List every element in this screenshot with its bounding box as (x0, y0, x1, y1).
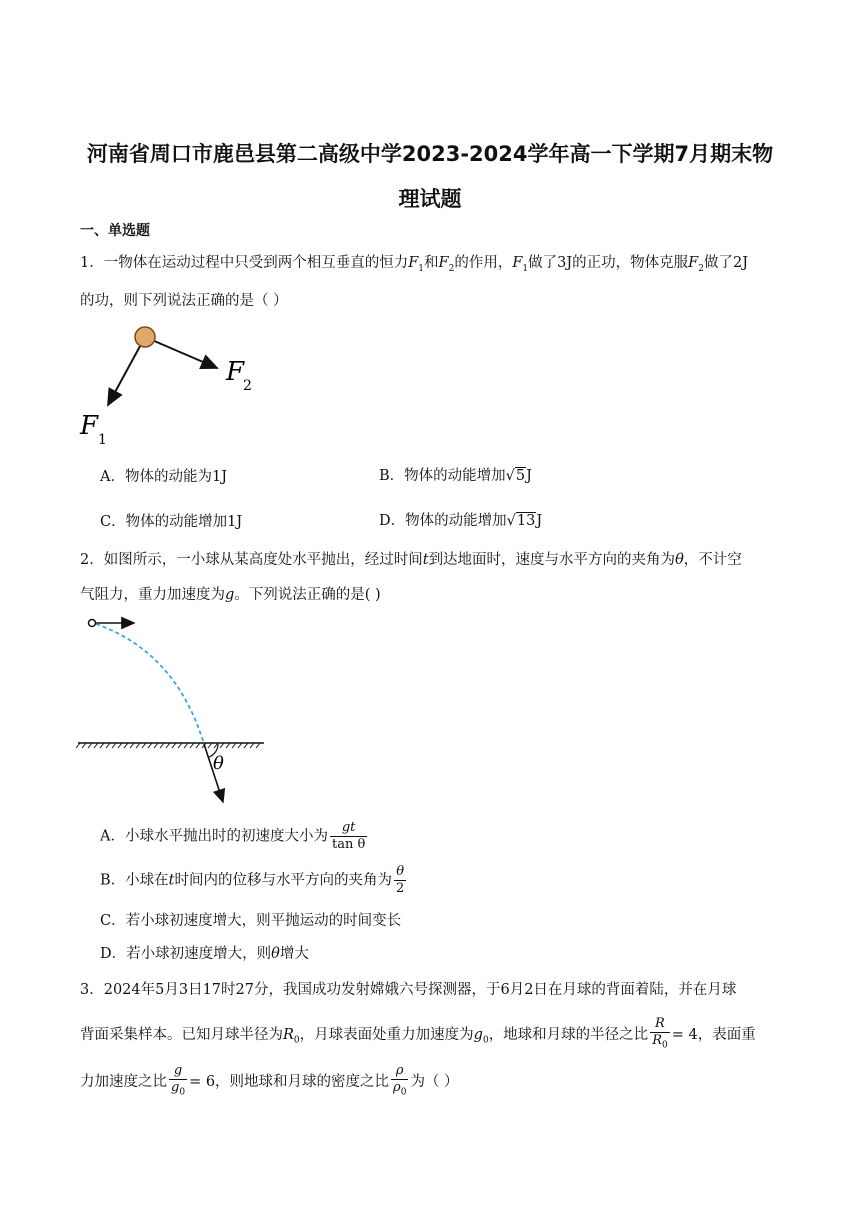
q1-stem-line1: 1．一物体在运动过程中只受到两个相互垂直的恒力$F_1$和$F_2$的作用，$F_1$做了3J的正功，物体克服$F_2$做了2J (80, 255, 749, 274)
theta-label: θ (213, 753, 224, 774)
q2-projectile-diagram (76, 612, 276, 807)
q1-option-c: C．物体的动能增加1J (100, 514, 243, 530)
q2-number: 2． (80, 552, 104, 568)
trajectory-path (96, 624, 204, 744)
q1-option-d: D．物体的动能增加√13J (379, 513, 543, 529)
object-ball (135, 327, 155, 347)
ball-start (89, 620, 96, 627)
q1-stem-line2: 的功，则下列说法正确的是（ ） (80, 293, 288, 309)
f2-arrow (145, 337, 217, 368)
f1-sub: 1 (98, 432, 107, 448)
f2-label: F (226, 357, 245, 387)
section-heading: 一、单选题 (80, 223, 150, 239)
q3-stem-line2: 背面采集样本。已知月球半径为$R_0$，月球表面处重力加速度为$g_0$，地球和月球的半径之比 $\frac{R}{R_0}$ = 4，表面重 (80, 1016, 756, 1051)
f2-sub: 2 (243, 378, 252, 394)
q2-option-a: A．小球水平抛出时的初速度大小为 $\frac{gt}{\text{tan θ}}$ (100, 820, 366, 852)
f1-label: F (80, 411, 99, 441)
q2-stem-line2: 气阻力，重力加速度为g。下列说法正确的是( ) (80, 587, 381, 603)
q3-stem-line1: 3．2024年5月3日17时27分，我国成功发射嫦娥六号探测器，于6月2日在月球的背面着陆，并在月球 (80, 982, 737, 998)
q1-option-a: A．物体的动能为1J (100, 469, 228, 485)
q3-stem-line3: 力加速度之比 $\frac{g}{g_0}$ = 6，则地球和月球的密度之比 $\frac{\rho}{\rho_0}$ 为（ ） (80, 1063, 459, 1098)
f1-arrow (108, 337, 145, 405)
q2-stem-line1: 2．如图所示，一小球从某高度处水平抛出，经过时间t到达地面时，速度与水平方向的夹角为θ，不计空 (80, 552, 742, 568)
q2-option-d: D．若小球初速度增大，则θ增大 (100, 946, 309, 962)
page-title-line2: 理试题 (398, 187, 462, 211)
q1-force-diagram (76, 318, 266, 448)
q1-option-b: B．物体的动能增加√5J (379, 468, 532, 484)
q1-number: 1． (80, 255, 104, 271)
page-title-line1: 河南省周口市鹿邑县第二高级中学2023-2024学年高一下学期7月期末物 (86, 142, 774, 166)
q3-number: 3． (80, 982, 104, 998)
q2-option-c: C．若小球初速度增大，则平抛运动的时间变长 (100, 913, 402, 929)
q2-option-b: B．小球在t时间内的位移与水平方向的夹角为 $\frac{\theta}{2}$ (100, 864, 405, 896)
